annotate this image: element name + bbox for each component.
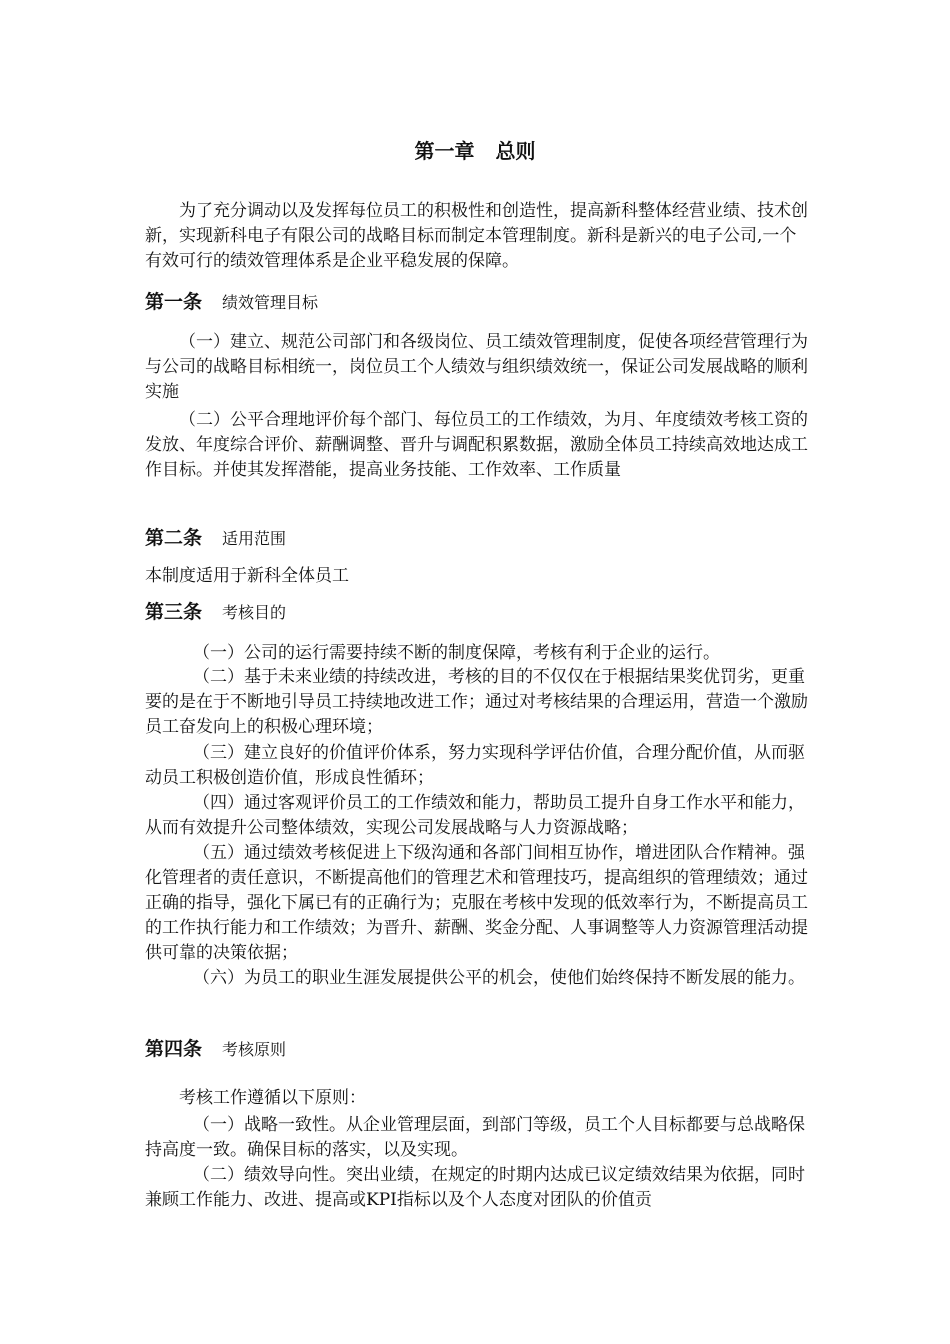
article-paragraph: （三）建立良好的价值评价体系，努力实现科学评估价值，合理分配价值，从而驱动员工积极创造价值，形成良性循环；: [145, 743, 805, 788]
article-number: 第二条: [145, 527, 203, 549]
article-paragraph: （六）为员工的职业生涯发展提供公平的机会，使他们始终保持不断发展的能力。: [193, 968, 805, 988]
article-number: 第一条: [145, 291, 203, 313]
article-number: 第四条: [145, 1038, 203, 1060]
article-paragraph: （二）绩效导向性。突出业绩，在规定的时期内达成已议定绩效结果为依据，同时兼顾工作能力、改进、提高或KPI指标以及个人态度对团队的价值贡: [145, 1165, 805, 1210]
article-paragraph: （四）通过客观评价员工的工作绩效和能力，帮助员工提升自身工作水平和能力，从而有效提升公司整体绩效，实现公司发展战略与人力资源战略；: [145, 793, 805, 838]
article-paragraph: （一）战略一致性。从企业管理层面，到部门等级，员工个人目标都要与总战略保持高度一致。确保目标的落实，以及实现。: [145, 1115, 805, 1160]
article-title: 绩效管理目标: [222, 293, 319, 312]
article-paragraph: （五）通过绩效考核促进上下级沟通和各部门间相互协作，增进团队合作精神。强化管理者的责任意识，不断提高他们的管理艺术和管理技巧，提高组织的管理绩效；通过正确的指导，强化下属已有的正确行为；克服在考核中发现的低效率行为，不断提高员工的工作执行能力和工作绩效；为晋升、薪酬、奖金分配、人事调整等人力资源管理活动提供可靠的决策依据；: [145, 843, 808, 963]
article-number: 第三条: [145, 601, 203, 623]
article-paragraph: （二）公平合理地评价每个部门、每位员工的工作绩效，为月、年度绩效考核工资的发放、年度综合评价、薪酬调整、晋升与调配积累数据，激励全体员工持续高效地达成工作目标。并使其发挥潜能，提高业务技能、工作效率、工作质量: [145, 410, 808, 480]
intro-paragraph: 为了充分调动以及发挥每位员工的积极性和创造性，提高新科整体经营业绩、技术创新，实现新科电子有限公司的战略目标而制定本管理制度。新科是新兴的电子公司,一个有效可行的绩效管理体系是企业平稳发展的保障。: [145, 201, 808, 271]
article-paragraph: （二）基于未来业绩的持续改进，考核的目的不仅仅在于根据结果奖优罚劣，更重要的是在于不断地引导员工持续地改进工作；通过对考核结果的合理运用，营造一个激励员工奋发向上的积极心理环境；: [145, 667, 808, 737]
article-heading: [145, 1037, 286, 1063]
article-paragraph: 本制度适用于新科全体员工: [145, 566, 349, 586]
article-title: 考核目的: [222, 603, 287, 622]
article-paragraph: （一）建立、规范公司部门和各级岗位、员工绩效管理制度，促使各项经营管理行为与公司的战略目标相统一，岗位员工个人绩效与组织绩效统一，保证公司发展战略的顺利实施: [145, 332, 808, 402]
article-title: 考核原则: [222, 1040, 287, 1059]
article-title: 适用范围: [222, 529, 287, 548]
article-heading: [145, 600, 286, 626]
article-paragraph: 考核工作遵循以下原则：: [179, 1088, 366, 1108]
chapter-title: 第一章 总则: [414, 139, 536, 163]
article-heading: [145, 290, 318, 316]
article-paragraph: （一）公司的运行需要持续不断的制度保障，考核有利于企业的运行。: [193, 643, 720, 663]
article-heading: [145, 526, 286, 552]
